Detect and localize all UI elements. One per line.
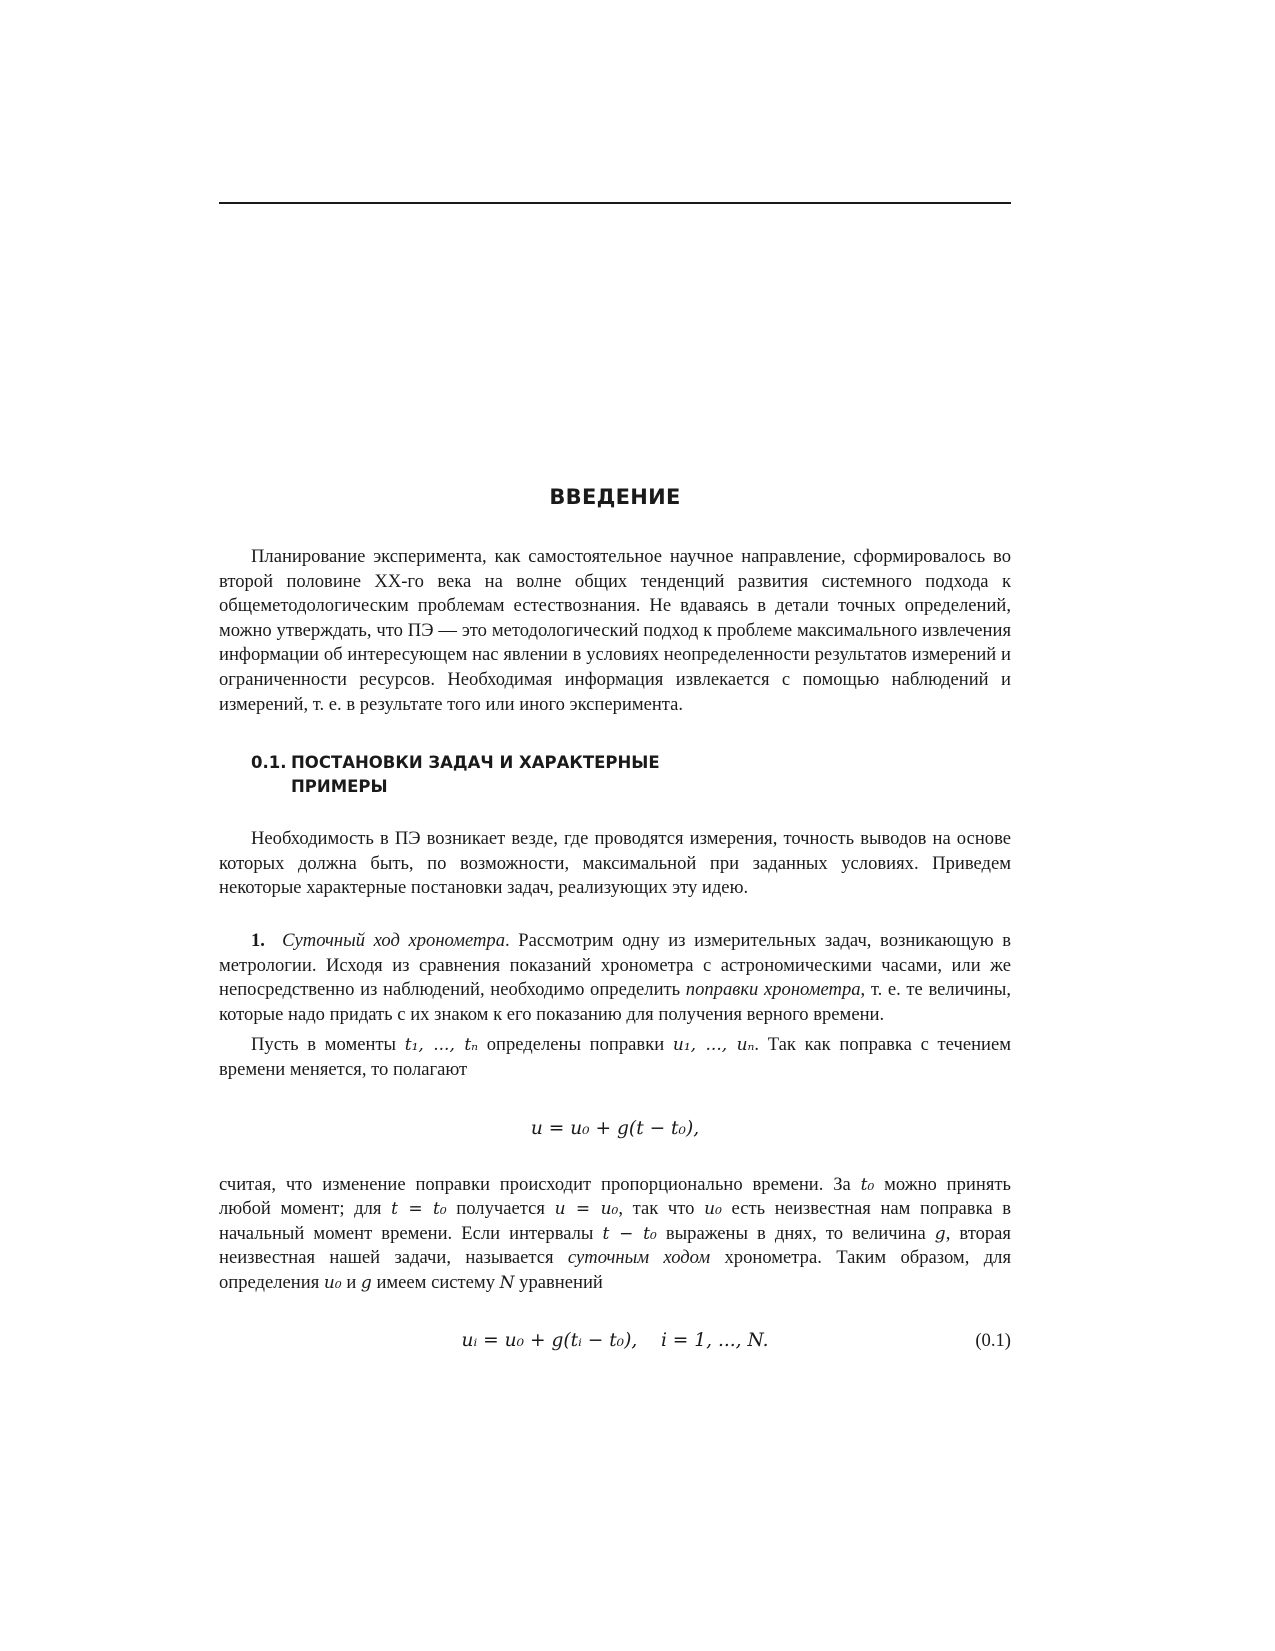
equation-number: (0.1) xyxy=(975,1330,1011,1352)
text-fragment: считая, что изменение поправки происходит пропорционально времени. За xyxy=(219,1173,861,1195)
math-u-sequence: u₁, ..., uₙ xyxy=(672,1035,755,1056)
section-title-line2: ПРИМЕРЫ xyxy=(291,777,388,797)
example-title: Суточный ход хронометра xyxy=(282,929,506,951)
text-fragment: получается xyxy=(446,1198,555,1220)
section-heading xyxy=(251,751,1011,799)
formula-system xyxy=(219,1329,1011,1353)
math-inline: u₀ xyxy=(704,1199,722,1220)
term-daily-rate: суточным ходом xyxy=(567,1247,711,1269)
math-t-sequence: t₁, ..., tₙ xyxy=(404,1035,479,1056)
math-inline: t − t₀ xyxy=(602,1223,657,1244)
example-term: поправки хронометра xyxy=(685,979,861,1001)
section-paragraph: Необходимость в ПЭ возникает везде, где проводятся измерения, точность выводов на основе которых должна быть, по возможности, максимальной при заданных условиях. Приведем некоторые характерные постановки задач, реализующих эту идею. xyxy=(219,828,1011,899)
math-inline: t₀ xyxy=(860,1174,875,1195)
text-fragment: определены поправки xyxy=(478,1034,673,1056)
math-inline: g xyxy=(360,1272,372,1293)
text-fragment: есть неизвестная нам поправка в начальный момент времени. Если интервалы xyxy=(219,1198,1012,1244)
moments-paragraph xyxy=(219,1033,1011,1082)
correction-paragraph xyxy=(219,1173,1011,1296)
math-inline: t = t₀ xyxy=(391,1199,447,1220)
page-content xyxy=(219,483,1011,1353)
example-number: 1. xyxy=(251,929,265,951)
math-inline: u = u₀ xyxy=(554,1199,619,1220)
text-fragment: , так что xyxy=(618,1198,705,1220)
text-fragment: Пусть в моменты xyxy=(251,1034,405,1056)
text-fragment: , вторая неизвестная нашей задачи, называется xyxy=(219,1222,1011,1269)
math-inline: u₀ xyxy=(323,1272,342,1293)
section-title-line1: ПОСТАНОВКИ ЗАДАЧ И ХАРАКТЕРНЫЕ xyxy=(291,753,660,773)
math-inline: N xyxy=(499,1272,515,1293)
text-fragment: . Так как поправка с течением времени меняется, то полагают xyxy=(219,1034,1011,1080)
example-1-paragraph xyxy=(219,929,1011,1027)
math-inline: g xyxy=(934,1223,946,1244)
intro-paragraph: Планирование эксперимента, как самостоятельное научное направление, сформировалось во второй половине XX-го века на волне общих тенденций развития системного подхода к общеметодологическим проблемам естествознания. Не вдаваясь в детали точных определений, можно утверждать, что ПЭ — это методологический подход к проблеме максимального извлечения информации об интересующем нас явлении в условиях неопределенности результатов измерений и ограниченности ресурсов. Необходимая информация извлекается с помощью наблюдений и измерений, т. е. в результате того или иного эксперимента. xyxy=(219,546,1011,715)
text-fragment: можно принять любой момент; для xyxy=(219,1173,1011,1220)
text-fragment: выражены в днях, то величина xyxy=(656,1222,935,1244)
formula-system-body: uᵢ = u₀ + g(tᵢ − t₀), i = 1, ..., N. xyxy=(461,1330,769,1352)
example-text-a: . Рассмотрим одну из измерительных задач, возникающую в метрологии. Исходя из сравнения показаний хронометра с астрономическими часами, или же непосредственно из наблюдений, необходимо определить xyxy=(219,929,1012,1001)
text-fragment: и xyxy=(341,1271,361,1293)
example-text-b: , т. е. те величины, которые надо придать с их знаком к его показанию для получения верного времени. xyxy=(219,979,1011,1025)
header-rule xyxy=(219,202,1011,204)
section-number: 0.1. xyxy=(251,753,287,773)
text-fragment: имеем систему xyxy=(371,1271,500,1293)
text-fragment: уравнений xyxy=(514,1271,603,1293)
text-fragment: хронометра. Таким образом, для определения xyxy=(219,1247,1011,1293)
formula-linear-correction: u = u₀ + g(t − t₀), xyxy=(530,1117,700,1139)
chapter-title: ВВЕДЕНИЕ xyxy=(549,485,681,509)
